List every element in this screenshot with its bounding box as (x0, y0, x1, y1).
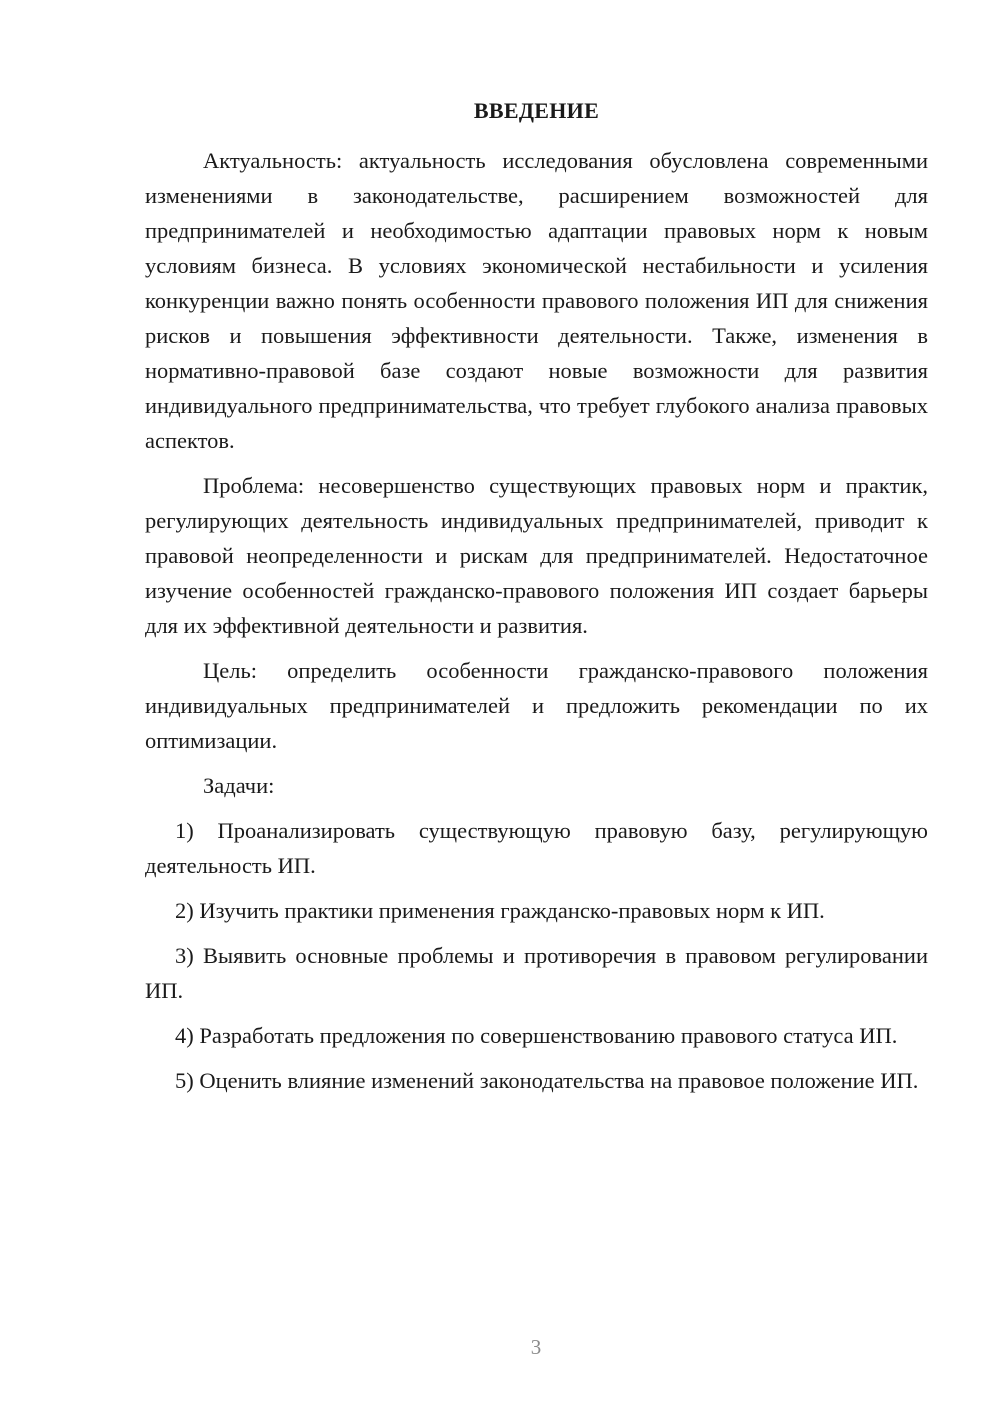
task-item-2: 2) Изучить практики применения гражданско-правовых норм к ИП. (175, 898, 825, 923)
task-item-4: 4) Разработать предложения по совершенствованию правового статуса ИП. (175, 1023, 898, 1048)
document-body (145, 143, 928, 1108)
task-item-3: 3) Выявить основные проблемы и противоречия в правовом регулировании ИП. (145, 943, 928, 1003)
task-item-5: 5) Оценить влияние изменений законодательства на правовое положение ИП. (175, 1068, 919, 1093)
task-item-1: 1) Проанализировать существующую правовую базу, регулирующую деятельность ИП. (145, 818, 928, 878)
paragraph-goal: Цель: определить особенности гражданско-правового положения индивидуальных предпринимателей и предложить рекомендации по их оптимизации. (145, 658, 928, 753)
paragraph-problem: Проблема: несовершенство существующих правовых норм и практик, регулирующих деятельность индивидуальных предпринимателей, приводит к правовой неопределенности и рискам для предпринимателей. Недостаточное изучение особенностей гражданско-правового положения ИП создает барьеры для их эффективной деятельности и развития. (145, 473, 928, 638)
paragraph-tasks-heading: Задачи: (203, 773, 275, 798)
paragraph-relevance: Актуальность: актуальность исследования обусловлена современными изменениями в законодательстве, расширением возможностей для предпринимателей и необходимостью адаптации правовых норм к новым условиям бизнеса. В условиях экономической нестабильности и усиления конкуренции важно понять особенности правового положения ИП для снижения рисков и повышения эффективности деятельности. Также, изменения в нормативно-правовой базе создают новые возможности для развития индивидуального предпринимательства, что требует глубокого анализа правовых аспектов. (145, 148, 928, 453)
section-title: ВВЕДЕНИЕ (473, 98, 600, 123)
page-number: 3 (530, 1335, 542, 1359)
